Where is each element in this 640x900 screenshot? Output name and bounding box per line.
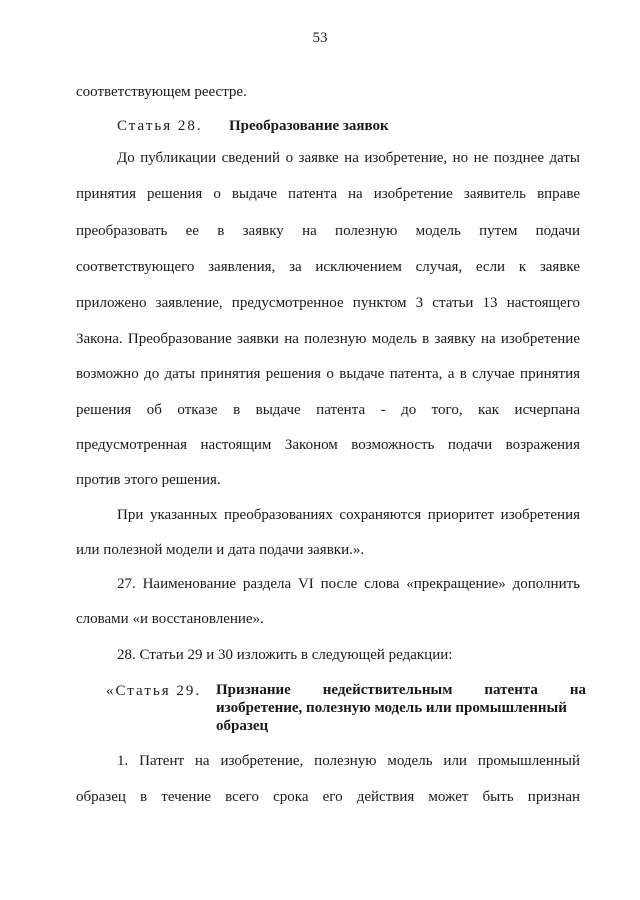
- text-line: или полезной модели и дата подачи заявки.».: [76, 542, 365, 558]
- text-line: предусмотренная настоящим Законом возможность подачи возражения: [76, 437, 580, 453]
- text-line: При указанных преобразованиях сохраняются приоритет изобретения: [117, 507, 580, 523]
- text-line: образец в течение всего срока его действия может быть признан: [76, 789, 580, 805]
- article-29-title: [216, 681, 586, 735]
- article-29-title-line: изобретение, полезную модель или промышленный: [216, 700, 567, 716]
- article-28-title: Преобразование заявок: [229, 118, 389, 134]
- page-number: 53: [312, 30, 328, 46]
- article-28-label: Статья 28.: [117, 118, 203, 134]
- text-line: 28. Статьи 29 и 30 изложить в следующей редакции:: [117, 647, 453, 663]
- article-29-label: «Статья 29.: [106, 683, 202, 699]
- text-line: против этого решения.: [76, 472, 221, 488]
- text-line: принятия решения о выдаче патента на изобретение заявитель вправе: [76, 186, 580, 202]
- text-line: приложено заявление, предусмотренное пунктом 3 статьи 13 настоящего: [76, 295, 580, 311]
- text-line: соответствующем реестре.: [76, 84, 247, 100]
- article-29-title-line: Признание недействительным патента на: [216, 682, 586, 698]
- text-line: преобразовать ее в заявку на полезную модель путем подачи: [76, 223, 580, 239]
- text-line: решения об отказе в выдаче патента - до того, как исчерпана: [76, 402, 580, 418]
- text-line: словами «и восстановление».: [76, 611, 264, 627]
- text-line: Закона. Преобразование заявки на полезную модель в заявку на изобретение: [76, 331, 580, 347]
- text-line: До публикации сведений о заявке на изобретение, но не позднее даты: [117, 150, 580, 166]
- text-line: соответствующего заявления, за исключением случая, если к заявке: [76, 259, 580, 275]
- text-line: 1. Патент на изобретение, полезную модель или промышленный: [117, 753, 580, 769]
- article-29-title-line: образец: [216, 718, 269, 734]
- text-line: 27. Наименование раздела VI после слова «прекращение» дополнить: [117, 576, 580, 592]
- text-line: возможно до даты принятия решения о выдаче патента, а в случае принятия: [76, 366, 580, 382]
